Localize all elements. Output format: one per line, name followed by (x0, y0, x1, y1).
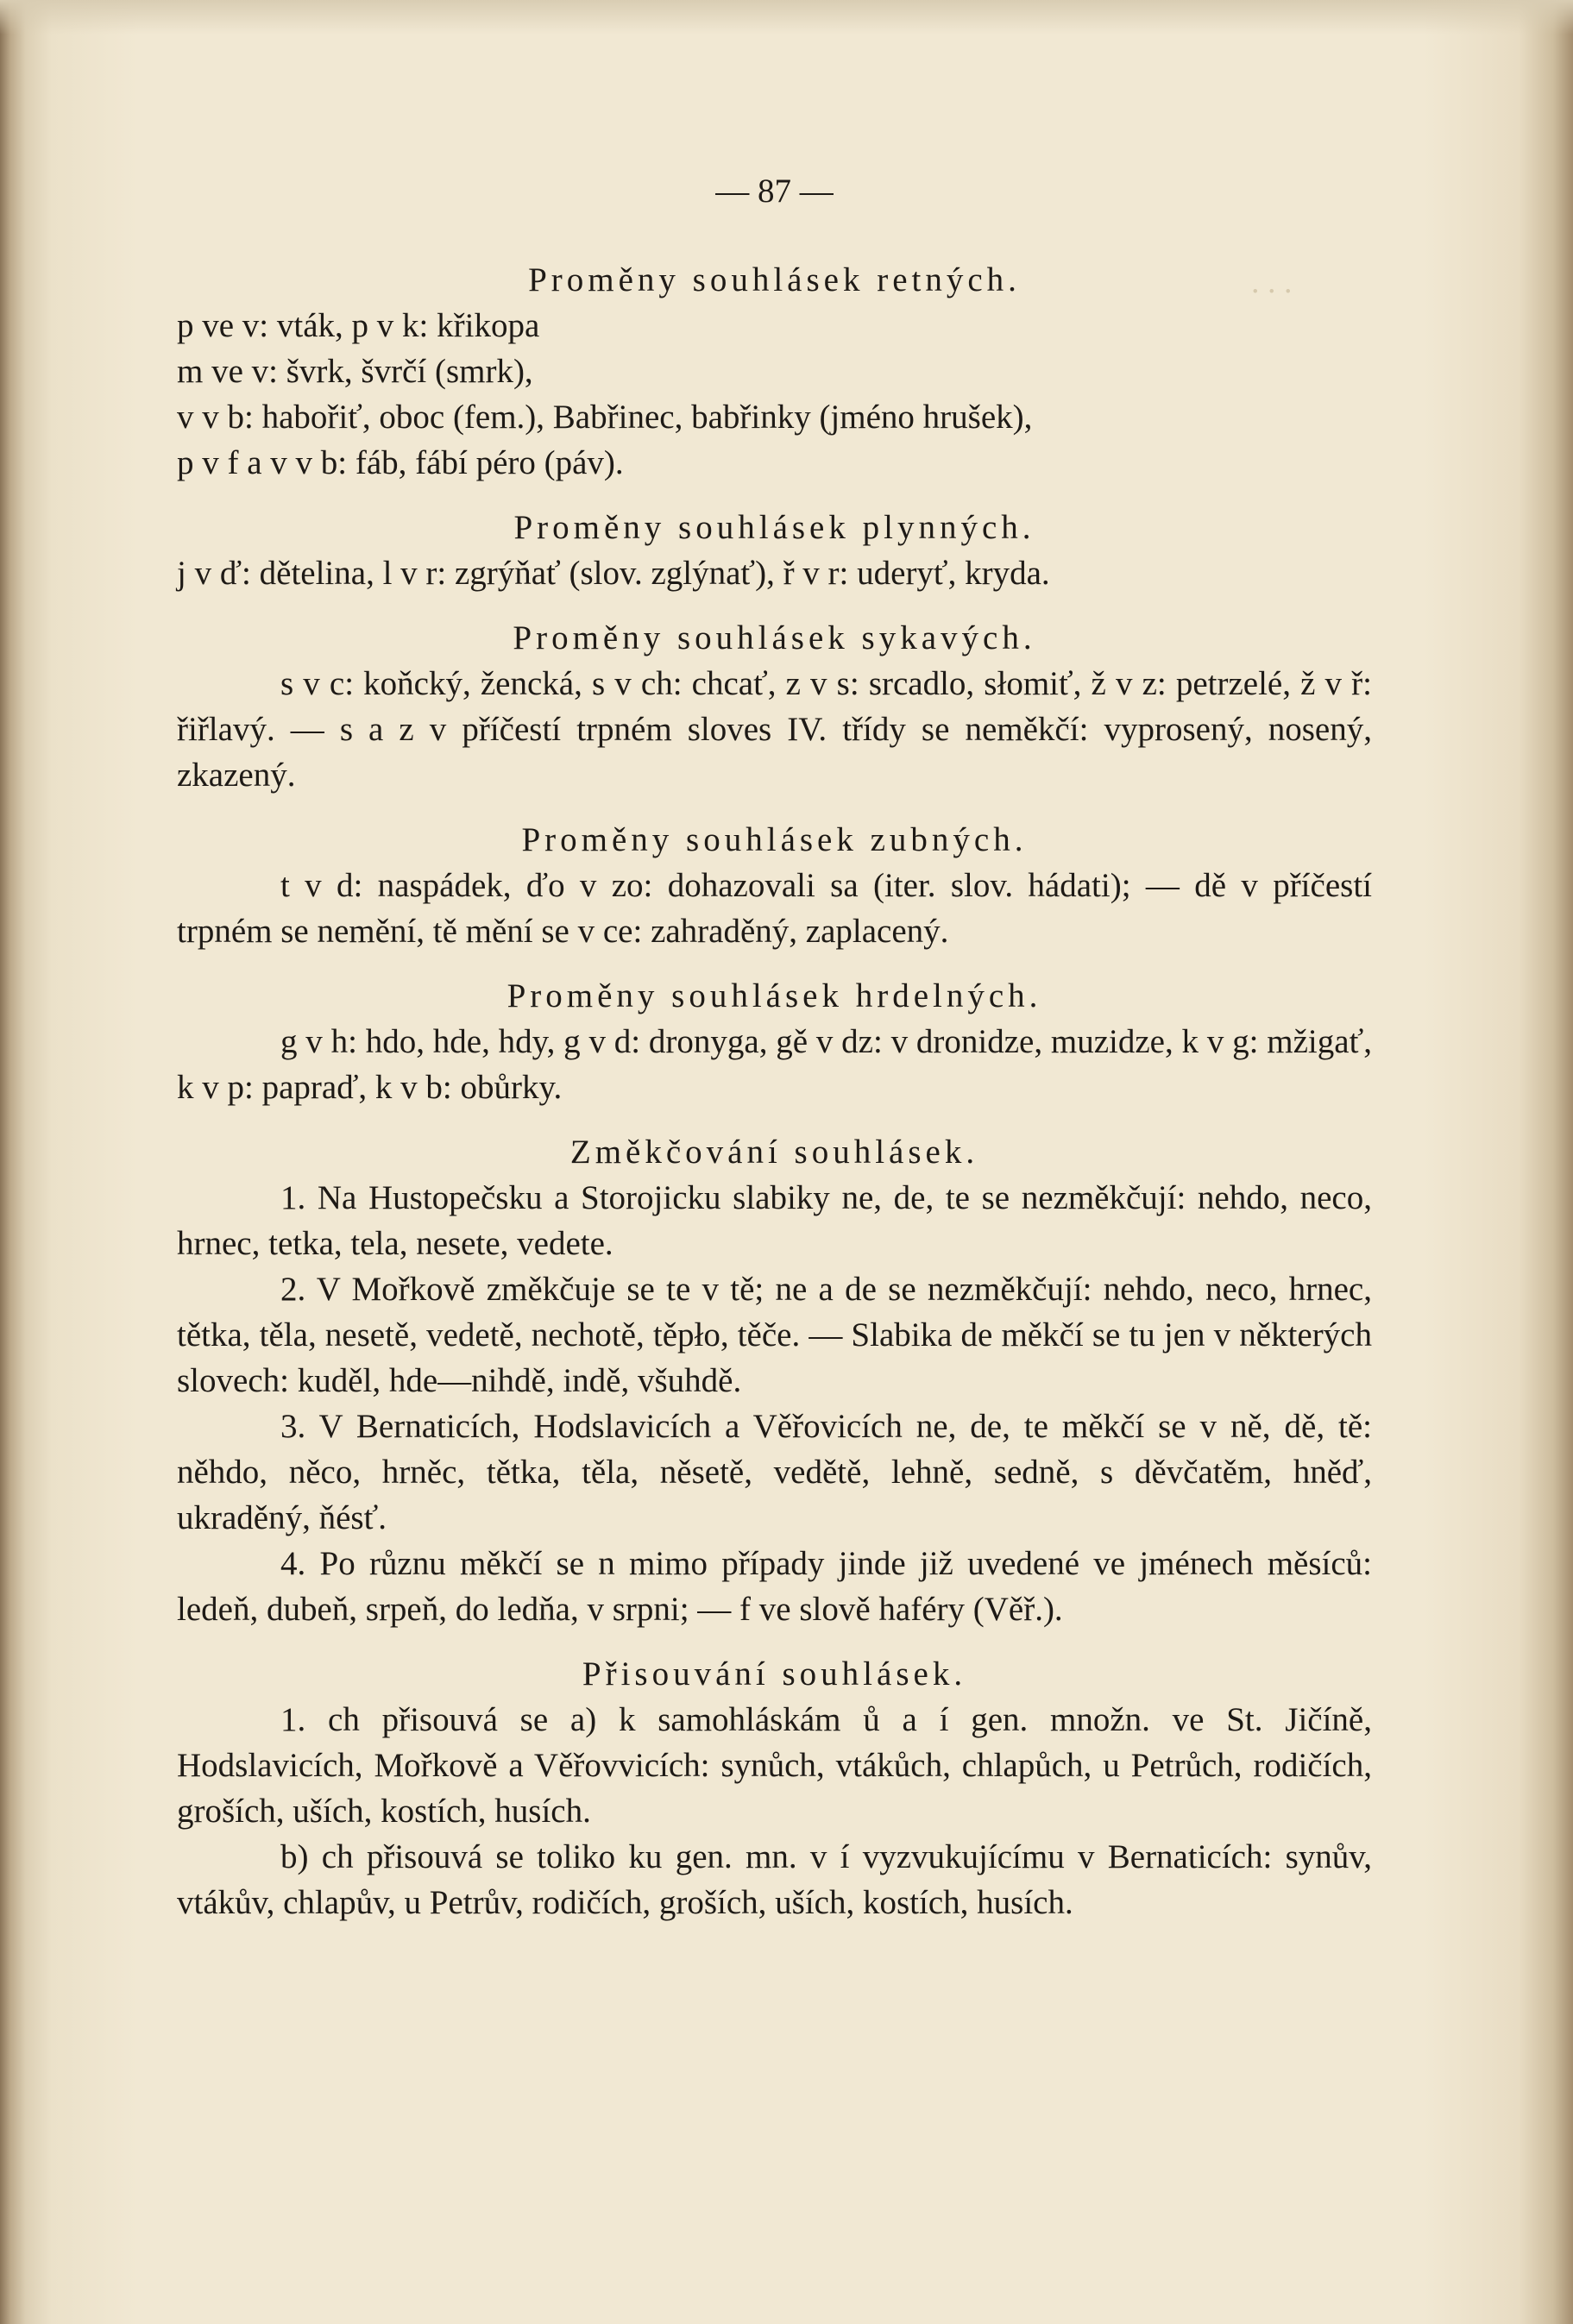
heading-hrdelnych: Proměny souhlásek hrdelných. (507, 977, 1042, 1014)
paragraph-prisouvani-1: 1. ch přisouvá se a) k samohláskám ů a í gen. množn. ve St. Jičíně, Hodslavicích, Mořkově a Věřovvicích: synůch, vtákůch, chlapůch, u Petrůch, rodičích, groších, uších, kostích, husích. (177, 1701, 1372, 1830)
heading-zubnych: Proměny souhlásek zubných. (521, 821, 1028, 858)
paragraph-zmekcovani-3: 3. V Bernaticích, Hodslavicích a Věřovicích ne, de, te měkčí se v ně, dě, tě: něhdo, něco, hrněc, tětka, těla, něsetě, vedětě, lehně, sedně, s děvčatěm, hněď, ukraděný, ňésť. (177, 1408, 1372, 1536)
bleed-through-text: . . . (1251, 264, 1293, 300)
paragraph-prisouvani-2: b) ch přisouvá se toliko ku gen. mn. v í vyzvukujícímu v Bernaticích: synův, vtákův, chlapův, u Petrův, rodičích, groších, uších, kostích, husích. (177, 1838, 1372, 1921)
text-line: m ve v: švrk, švrčí (smrk), (177, 353, 533, 390)
paragraph-zmekcovani-2: 2. V Mořkově změkčuje se te v tě; ne a de se nezměkčují: nehdo, neco, hrnec, tětka, těla, nesetě, vedetě, nechotě, těpło, těče. — Slabika de měkčí se tu jen v některých slovech: kuděl, hde—nihdě, indě, všuhdě. (177, 1271, 1372, 1399)
heading-sykavych: Proměny souhlásek sykavých. (513, 619, 1036, 656)
text-line: p ve v: vták, p v k: křikopa (177, 307, 540, 344)
text-line: j v ď: dětelina, l v r: zgrýňať (slov. zglýnať), ř v r: uderyť, kryda. (177, 555, 1050, 592)
paragraph-zmekcovani-1: 1. Na Hustopečsku a Storojicku slabiky ne, de, te se nezměkčují: nehdo, neco, hrnec, tetka, tela, nesete, vedete. (177, 1179, 1372, 1262)
page-edge-shadow (0, 0, 1573, 35)
heading-retnych: Proměny souhlásek retných. (528, 261, 1021, 298)
page-text (177, 168, 1372, 1925)
paragraph-zubnych: t v d: naspádek, ďo v zo: dohazovali sa (iter. slov. hádati); — dě v příčestí trpném se nemění, tě mění se v ce: zahraděný, zaplacený. (177, 867, 1372, 950)
page-number: — 87 — (715, 173, 834, 210)
paragraph-sykavych: s v c: koňcký, žencká, s v ch: chcať, z v s: srcadlo, słomiť, ž v z: petrzelé, ž v ř: řiřlavý. — s a z v příčestí trpném sloves IV. třídy se neměkčí: vyprosený, nosený, zkazený. (177, 665, 1372, 794)
text-line: p v f a v v b: fáb, fábí péro (páv). (177, 444, 624, 481)
text-line: v v b: habořiť, oboc (fem.), Babřinec, babřinky (jméno hrušek), (177, 399, 1033, 436)
heading-zmekcovani: Změkčování souhlásek. (569, 1134, 979, 1171)
paragraph-zmekcovani-4: 4. Po různu měkčí se n mimo případy jinde již uvedené ve jménech měsíců: ledeň, dubeň, srpeň, do ledňa, v srpni; — f ve slově haféry (Věř.). (177, 1545, 1372, 1628)
heading-prisouvani: Přisouvání souhlásek. (582, 1655, 967, 1693)
paragraph-hrdelnych: g v h: hdo, hde, hdy, g v d: dronyga, gě v dz: v dronidze, muzidze, k v g: mžigať, k v p: papraď, k v b: obůrky. (177, 1023, 1372, 1106)
heading-plynnych: Proměny souhlásek plynných. (513, 509, 1035, 546)
